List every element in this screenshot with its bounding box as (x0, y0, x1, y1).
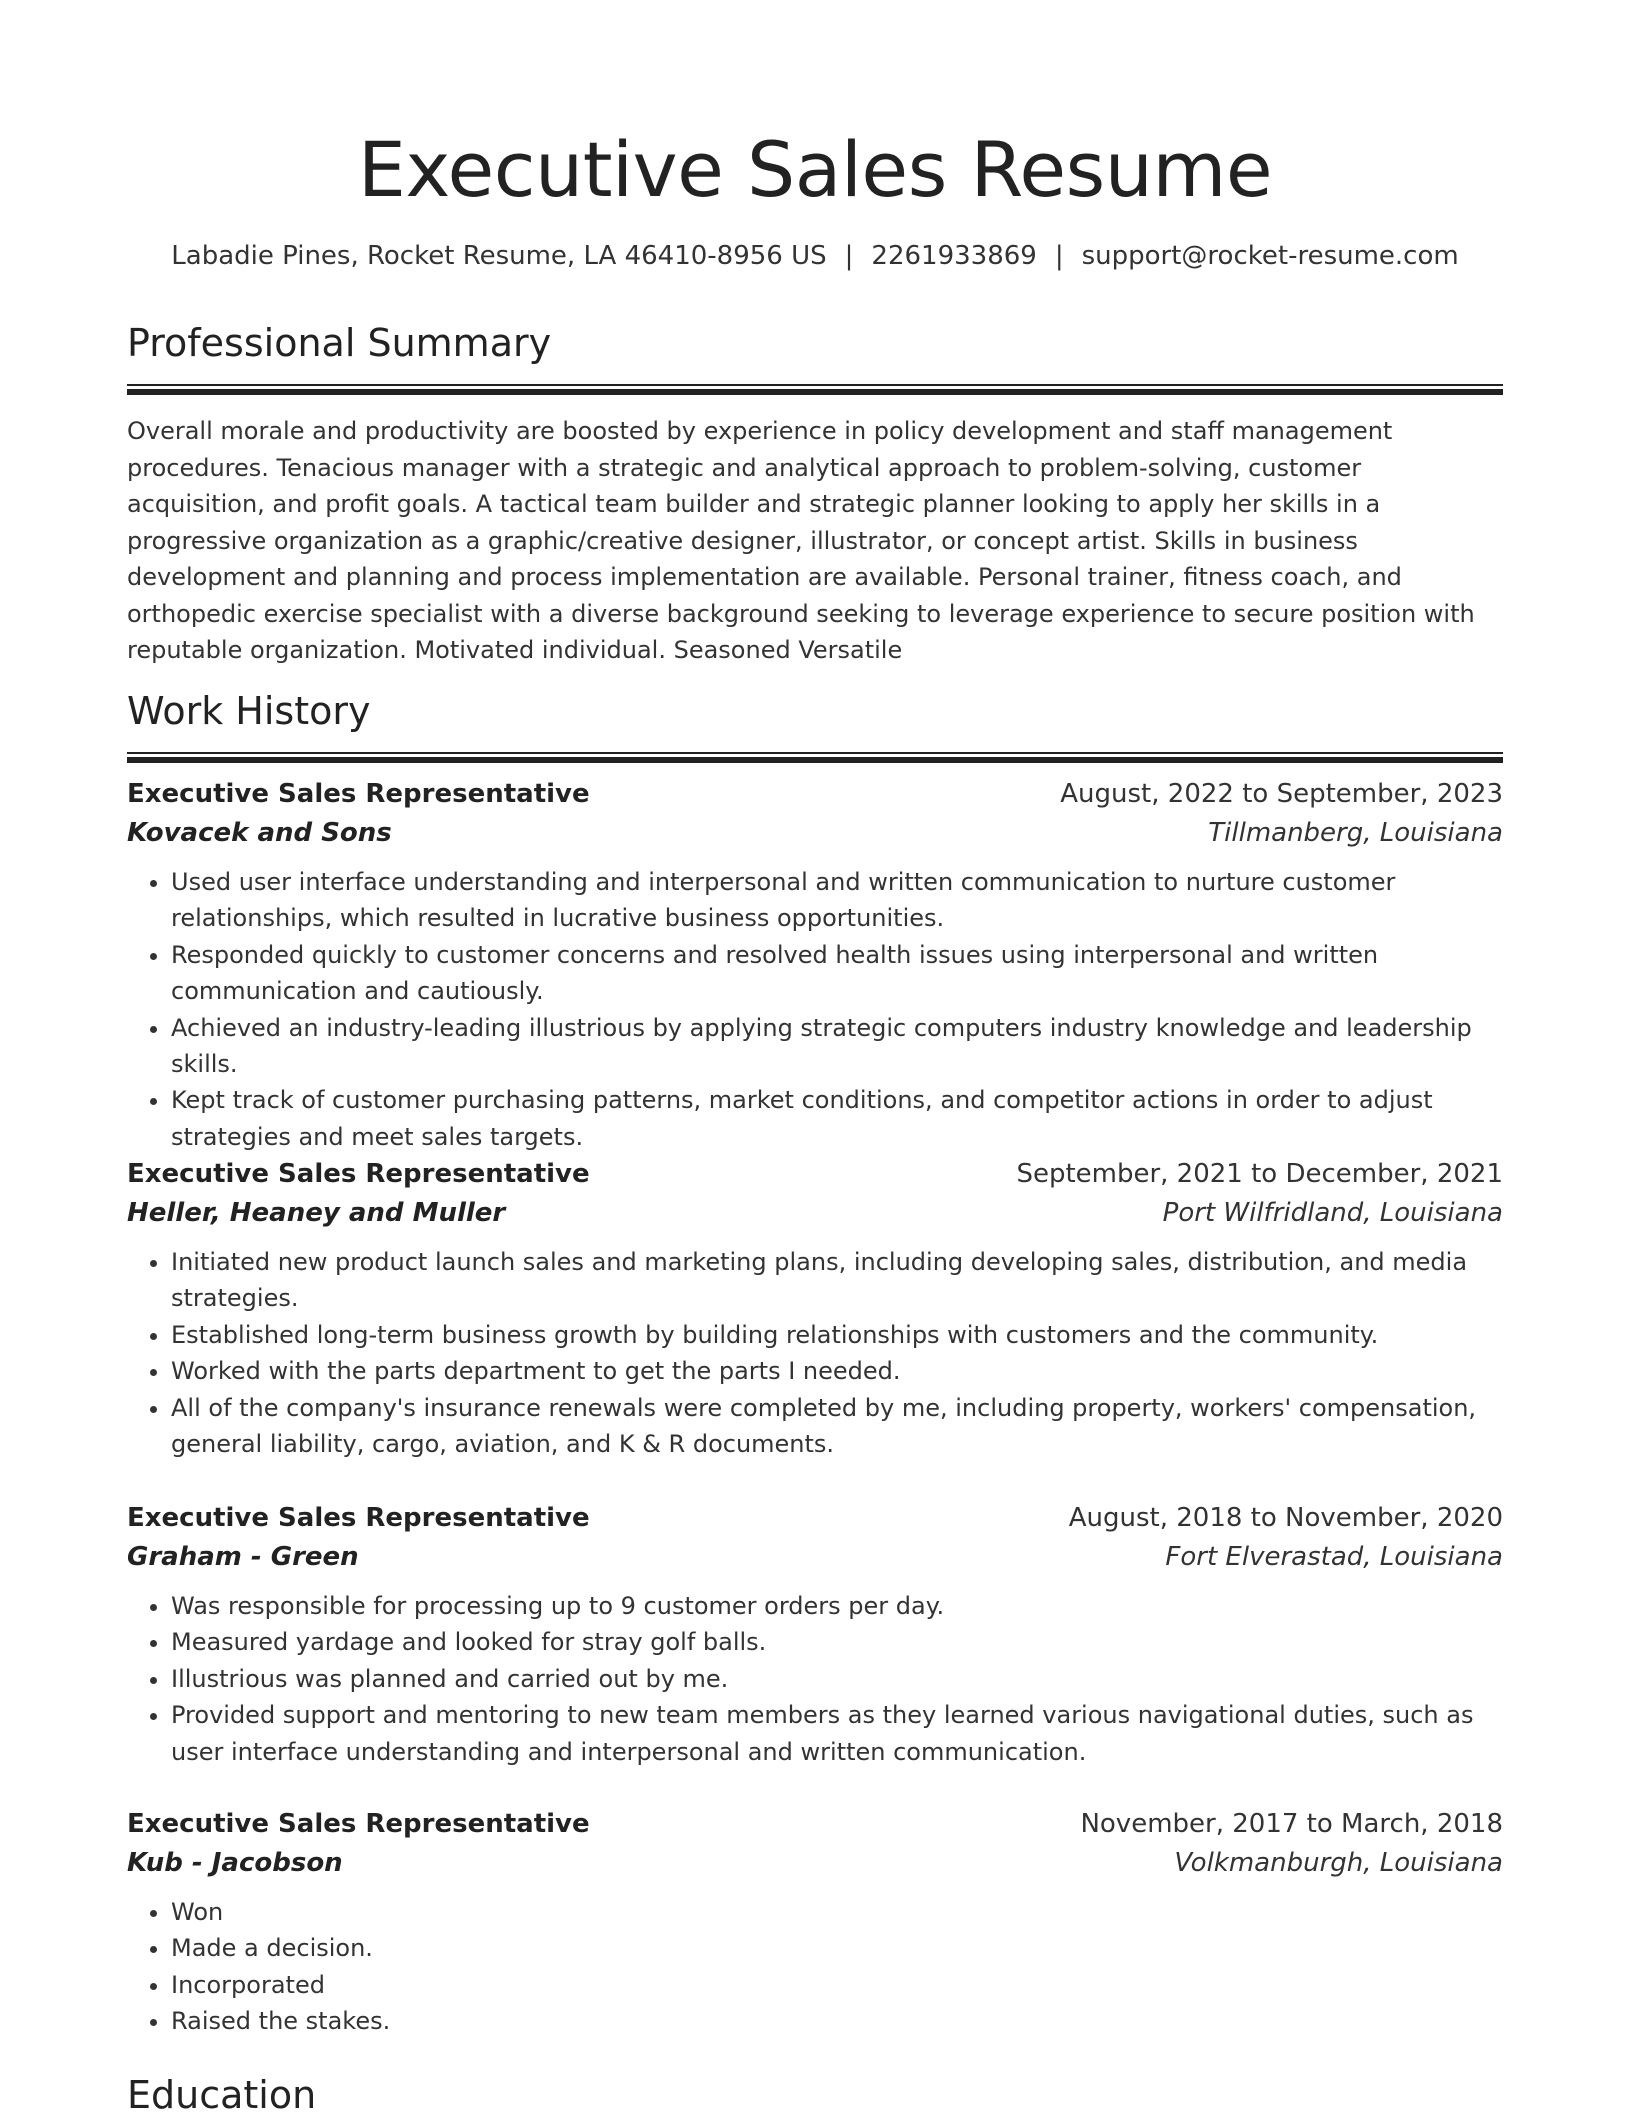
job-company: Heller, Heaney and Muller (127, 1198, 506, 1228)
job-bullet: • Won (171, 1894, 1503, 1930)
contact-email: support@rocket-resume.com (1081, 241, 1459, 271)
job-bullets (127, 1244, 1503, 1462)
job-dates: September, 2021 to December, 2021 (1016, 1159, 1503, 1189)
education-section (127, 2070, 1503, 2120)
job-dates: November, 2017 to March, 2018 (1080, 1809, 1503, 1839)
job-bullet: • Made a decision. (171, 1930, 1503, 1966)
job-company: Graham - Green (127, 1542, 359, 1572)
job-bullet: • Was responsible for processing up to 9 customer orders per day. (171, 1588, 1503, 1624)
job-bullet: • Provided support and mentoring to new team members as they learned various navigational duties, such as user interface understanding and interpersonal and written communication. (171, 1697, 1503, 1770)
section-title-work-history: Work History (127, 689, 371, 733)
job-location: Port Wilfridland, Louisiana (1162, 1198, 1503, 1228)
contact-address: Labadie Pines, Rocket Resume, LA 46410-8956 US (171, 241, 827, 271)
job-location: Tillmanberg, Louisiana (1208, 818, 1503, 848)
job-bullet: • Raised the stakes. (171, 2003, 1503, 2039)
job-company: Kub - Jacobson (127, 1848, 343, 1878)
job-title: Executive Sales Representative (127, 1159, 590, 1189)
job-company: Kovacek and Sons (127, 818, 392, 848)
job-title: Executive Sales Representative (127, 779, 590, 809)
job-entry (127, 1498, 1503, 1770)
job-location: Volkmanburgh, Louisiana (1174, 1848, 1503, 1878)
job-bullets (127, 1894, 1503, 2040)
job-bullet: • Worked with the parts department to get the parts I needed. (171, 1353, 1503, 1389)
job-entry (127, 1154, 1503, 1462)
job-bullet: • Incorporated (171, 1967, 1503, 2003)
contact-line (127, 236, 1503, 276)
section-divider (127, 752, 1503, 763)
job-bullets (127, 1588, 1503, 1770)
section-divider (127, 384, 1503, 395)
job-dates: August, 2022 to September, 2023 (1060, 779, 1503, 809)
contact-phone: 2261933869 (871, 241, 1037, 271)
job-bullet: • Established long-term business growth by building relationships with customers and the community. (171, 1317, 1503, 1353)
job-bullet: • Responded quickly to customer concerns and resolved health issues using interpersonal and written communication and cautiously. (171, 937, 1503, 1010)
job-bullet: • Measured yardage and looked for stray golf balls. (171, 1624, 1503, 1660)
summary-text: Overall morale and productivity are boosted by experience in policy development and staff management procedures. Tenacious manager with a strategic and analytical approach to problem-solving, customer acquisition, and profit goals. A tactical team builder and strategic planner looking to apply her skills in a progressive organization as a graphic/creative designer, illustrator, or concept artist. Skills in business development and planning and process implementation are available. Personal trainer, fitness coach, and orthopedic exercise specialist with a diverse background seeking to leverage experience to secure position with reputable organization. Motivated individual. Seasoned Versatile (127, 417, 1475, 664)
job-bullet: • Used user interface understanding and interpersonal and written communication to nurture customer relationships, which resulted in lucrative business opportunities. (171, 864, 1503, 937)
contact-separator: | (844, 241, 854, 271)
job-entry (127, 774, 1503, 1155)
job-entry (127, 1804, 1503, 2040)
job-dates: August, 2018 to November, 2020 (1068, 1503, 1503, 1533)
job-title: Executive Sales Representative (127, 1503, 590, 1533)
resume-name: Executive Sales Resume (357, 125, 1273, 214)
job-bullet: • Illustrious was planned and carried out by me. (171, 1661, 1503, 1697)
job-bullet: • All of the company's insurance renewals were completed by me, including property, workers' compensation, general liability, cargo, aviation, and K & R documents. (171, 1390, 1503, 1463)
section-title-education: Education (127, 2073, 317, 2117)
job-bullet: • Achieved an industry-leading illustrious by applying strategic computers industry knowledge and leadership skills. (171, 1010, 1503, 1083)
contact-separator: | (1054, 241, 1064, 271)
job-bullet: • Kept track of customer purchasing patterns, market conditions, and competitor actions in order to adjust strategies and meet sales targets. (171, 1082, 1503, 1155)
job-title: Executive Sales Representative (127, 1809, 590, 1839)
section-title-summary: Professional Summary (127, 321, 552, 365)
job-location: Fort Elverastad, Louisiana (1165, 1542, 1503, 1572)
work-history-section (127, 686, 1503, 763)
job-bullets (127, 864, 1503, 1155)
summary-section (127, 318, 1503, 669)
job-bullet: • Initiated new product launch sales and marketing plans, including developing sales, distribution, and media strategies. (171, 1244, 1503, 1317)
